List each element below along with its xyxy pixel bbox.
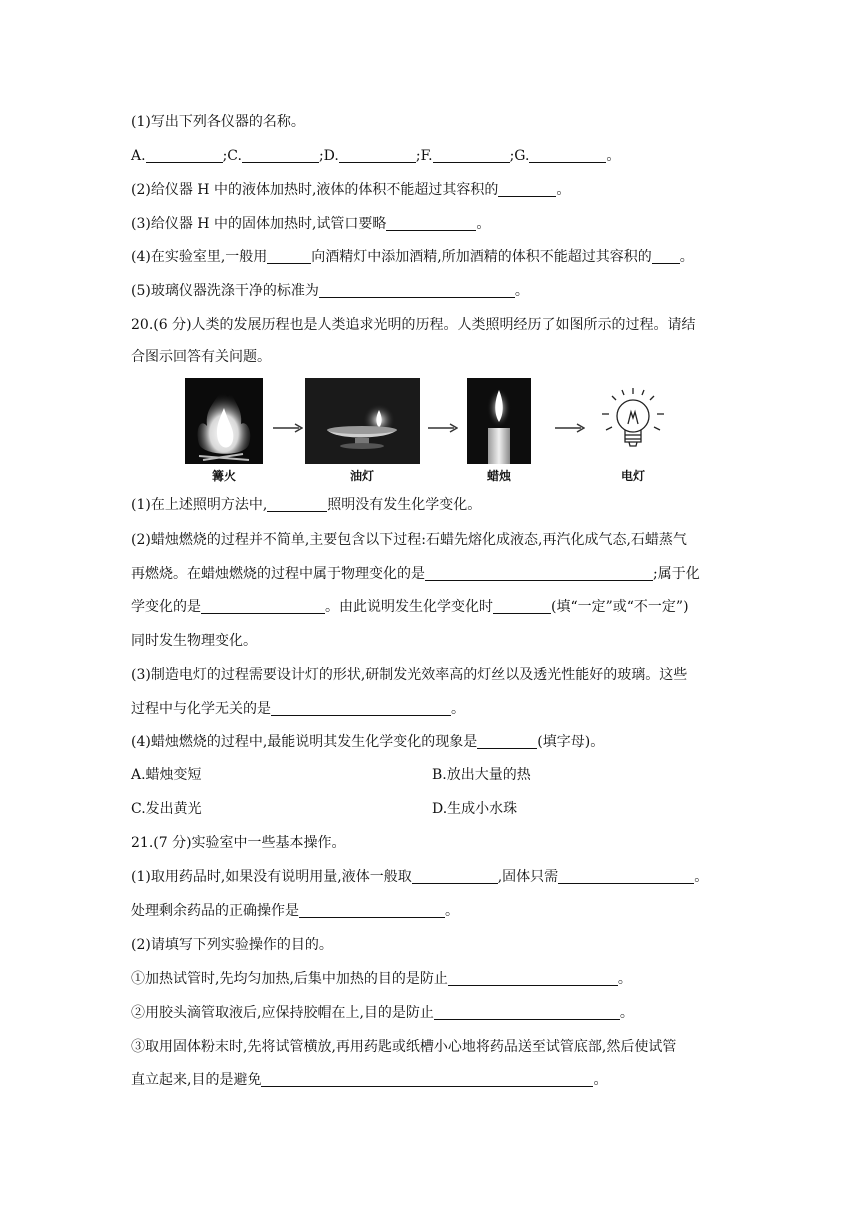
text: 。: [619, 1005, 634, 1021]
q20-part3-line1: (3)制造电灯的过程需要设计灯的形状,研制发光效率高的灯丝以及透光性能好的玻璃。这些: [131, 667, 688, 683]
text: 。: [451, 701, 465, 717]
text: ,固体只需: [497, 869, 559, 885]
label-f: ;F.: [415, 148, 433, 164]
text: (4)蜡烛燃烧的过程中,最能说明其发生化学变化的现象是: [131, 734, 478, 750]
answer-blank[interactable]: [434, 1005, 620, 1020]
label-d: ;D.: [318, 148, 339, 164]
caption-electric-light: 电灯: [620, 469, 645, 483]
q20-part2-line3: [131, 597, 689, 617]
period: 。: [606, 148, 621, 164]
answer-blank[interactable]: [267, 249, 311, 264]
answer-blank[interactable]: [412, 869, 498, 884]
answer-blank[interactable]: [529, 148, 606, 163]
q21-step3-line2: [131, 1070, 607, 1090]
answer-blank[interactable]: [271, 701, 451, 716]
text: 。由此说明发生化学变化时: [325, 599, 493, 615]
text: 直立起来,目的是避免: [131, 1072, 262, 1088]
text: 。: [514, 283, 529, 299]
text: 照明没有发生化学变化。: [327, 497, 482, 513]
text: ②用胶头滴管取液后,应保持胶帽在上,目的是防止: [131, 1005, 434, 1021]
oil-lamp-image: [305, 378, 420, 464]
answer-blank[interactable]: [319, 283, 515, 298]
answer-blank[interactable]: [299, 903, 445, 918]
label-a: A.: [131, 148, 146, 164]
option-c: C.发出黄光: [131, 801, 202, 817]
answer-blank[interactable]: [201, 599, 325, 614]
arrow-right-icon: [273, 422, 303, 434]
text: 过程中与化学无关的是: [131, 701, 271, 717]
q21-part1-line2: [131, 901, 459, 921]
q21-step1: [131, 969, 632, 989]
answer-blank[interactable]: [498, 182, 556, 197]
text: 处理剩余药品的正确操作是: [131, 903, 299, 919]
q21-part1-line1: [131, 867, 708, 887]
arrow-right-icon: [555, 422, 585, 434]
answer-blank[interactable]: [339, 148, 416, 163]
q20-intro-line2: 合图示回答有关问题。: [131, 349, 271, 365]
q19-part3: [131, 214, 490, 234]
answer-blank[interactable]: [558, 869, 694, 884]
answer-blank[interactable]: [493, 599, 551, 614]
text: (填“一定”或“不一定”): [551, 599, 689, 615]
answer-blank[interactable]: [242, 148, 319, 163]
q20-part4: [131, 732, 604, 752]
option-b: B.放出大量的热: [432, 767, 531, 783]
text: (填字母)。: [537, 734, 605, 750]
text: 向酒精灯中添加酒精,所加酒精的体积不能超过其容积的: [311, 249, 652, 265]
bonfire-image: [185, 378, 263, 464]
option-a: A.蜡烛变短: [131, 767, 202, 783]
light-bulb-image: [596, 384, 670, 462]
text: 。: [679, 249, 694, 265]
text: 。: [556, 182, 571, 198]
answer-blank[interactable]: [146, 148, 223, 163]
q20-intro-line1: 20.(6 分)人类的发展历程也是人类追求光明的历程。人类照明经历了如图所示的过程。请结: [131, 317, 696, 333]
text: (4)在实验室里,一般用: [131, 249, 268, 265]
option-d: D.生成小水珠: [432, 801, 518, 817]
q20-part3-line2: [131, 699, 465, 719]
answer-blank[interactable]: [425, 566, 653, 581]
label-c: ;C.: [222, 148, 242, 164]
caption-candle: 蜡烛: [486, 469, 511, 483]
text: 。: [694, 869, 709, 885]
text: ;属于化: [653, 566, 700, 582]
answer-blank[interactable]: [433, 148, 510, 163]
arrow-right-icon: [428, 422, 458, 434]
q21-step3-line1: ③取用固体粉末时,先将试管横放,再用药匙或纸槽小心地将药品送至试管底部,然后使试管: [131, 1039, 677, 1055]
q19-part5: [131, 281, 529, 301]
text: 。: [445, 903, 459, 919]
answer-blank[interactable]: [267, 497, 327, 512]
q19-part2: [131, 180, 570, 200]
lamp-icon: [305, 378, 420, 464]
text: 再燃烧。在蜡烛燃烧的过程中属于物理变化的是: [131, 566, 425, 582]
candle-icon: [467, 378, 531, 464]
flame-icon: [185, 378, 263, 464]
answer-blank[interactable]: [261, 1072, 593, 1087]
light-bulb-icon: [596, 384, 670, 462]
q20-part2-line1: (2)蜡烛燃烧的过程并不简单,主要包含以下过程:石蜡先熔化成液态,再汽化成气态,石蜡蒸气: [131, 532, 687, 548]
text: (5)玻璃仪器洗涤干净的标准为: [131, 283, 319, 299]
q21-step2: [131, 1003, 634, 1023]
text: (3)给仪器 H 中的固体加热时,试管口要略: [131, 216, 387, 232]
q21-intro: 21.(7 分)实验室中一些基本操作。: [131, 835, 346, 851]
text: 。: [617, 971, 632, 987]
q20-part2-line4: 同时发生物理变化。: [131, 633, 257, 649]
caption-bonfire: 篝火: [211, 469, 236, 483]
answer-blank[interactable]: [448, 971, 618, 986]
q20-part2-line2: [131, 564, 700, 584]
answer-blank[interactable]: [386, 216, 476, 231]
candle-image: [467, 378, 531, 464]
q20-part1: [131, 495, 481, 515]
text: 学变化的是: [131, 599, 201, 615]
q19-part1-blanks: [131, 146, 620, 166]
caption-oil-lamp: 油灯: [349, 469, 374, 483]
q21-part2: (2)请填写下列实验操作的目的。: [131, 937, 333, 953]
answer-blank[interactable]: [652, 249, 680, 264]
text: 。: [476, 216, 491, 232]
text: ①加热试管时,先均匀加热,后集中加热的目的是防止: [131, 971, 448, 987]
text: 。: [593, 1072, 608, 1088]
text: (1)在上述照明方法中,: [131, 497, 268, 513]
q19-part4: [131, 247, 694, 267]
label-g: ;G.: [509, 148, 530, 164]
q19-part1: (1)写出下列各仪器的名称。: [131, 114, 305, 130]
text: (1)取用药品时,如果没有说明用量,液体一般取: [131, 869, 412, 885]
answer-blank[interactable]: [477, 734, 537, 749]
text: (2)给仪器 H 中的液体加热时,液体的体积不能超过其容积的: [131, 182, 499, 198]
